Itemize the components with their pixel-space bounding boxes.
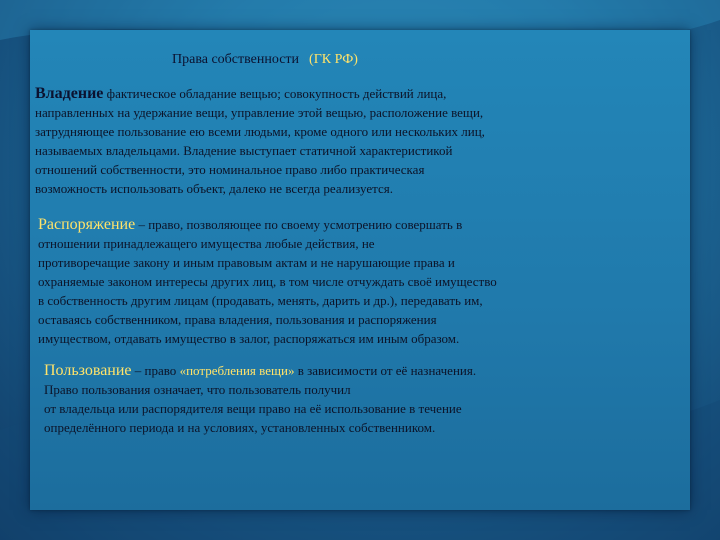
paragraph-line: Право пользования означает, что пользователь получил bbox=[44, 382, 351, 397]
paragraph-line: возможность использовать объект, далеко не всегда реализуется. bbox=[35, 181, 393, 196]
use-first-line: Пользование – право «потребления вещи» в зависимости от её назначения. bbox=[44, 362, 477, 379]
page-title bbox=[172, 52, 358, 68]
disposal-term: Распоряжение bbox=[38, 216, 136, 233]
use-term: Пользование bbox=[44, 362, 132, 379]
paragraph-line: оставаясь собственником, права владения, пользования и распоряжения bbox=[38, 312, 437, 327]
possession-first-line: Владение фактическое обладание вещью; совокупность действий лица, bbox=[35, 85, 447, 102]
paragraph-line: отношении принадлежащего имущества любые действия, не bbox=[38, 236, 375, 251]
paragraph-line: направленных на удержание вещи, управление этой вещью, расположение вещи, bbox=[35, 105, 484, 120]
paragraph-line: противоречащие закону и иным правовым актам и не нарушающие права и bbox=[38, 255, 455, 270]
paragraph-line: определённого периода и на условиях, установленных собственником. bbox=[44, 420, 436, 435]
paragraph-line: охраняемые законом интересы других лиц, в том числе отчуждать своё имущество bbox=[38, 274, 497, 289]
use-paragraph bbox=[44, 361, 476, 437]
title-text: Права собственности bbox=[172, 52, 300, 67]
paragraph-line: отношений собственности, это номинальное право либо практическая bbox=[35, 162, 425, 177]
use-highlight: «потребления вещи» bbox=[179, 363, 295, 378]
disposal-paragraph bbox=[38, 215, 497, 348]
paragraph-line: затрудняющее пользование ею всеми людьми, кроме одного или нескольких лиц, bbox=[35, 124, 485, 139]
paragraph-line: называемых владельцами. Владение выступает статичной характеристикой bbox=[35, 143, 453, 158]
disposal-first-line: Распоряжение – право, позволяющее по своему усмотрению совершать в bbox=[38, 216, 463, 233]
paragraph-line: от владельца или распорядителя вещи право на её использование в течение bbox=[44, 401, 462, 416]
possession-term: Владение bbox=[35, 85, 104, 102]
title-reference: (ГК РФ) bbox=[309, 52, 358, 67]
paragraph-line: имуществом, отдавать имущество в залог, распоряжаться им иным образом. bbox=[38, 331, 460, 346]
possession-paragraph bbox=[35, 84, 485, 198]
paragraph-line: в собственность другим лицам (продавать, менять, дарить и др.), передавать им, bbox=[38, 293, 483, 308]
